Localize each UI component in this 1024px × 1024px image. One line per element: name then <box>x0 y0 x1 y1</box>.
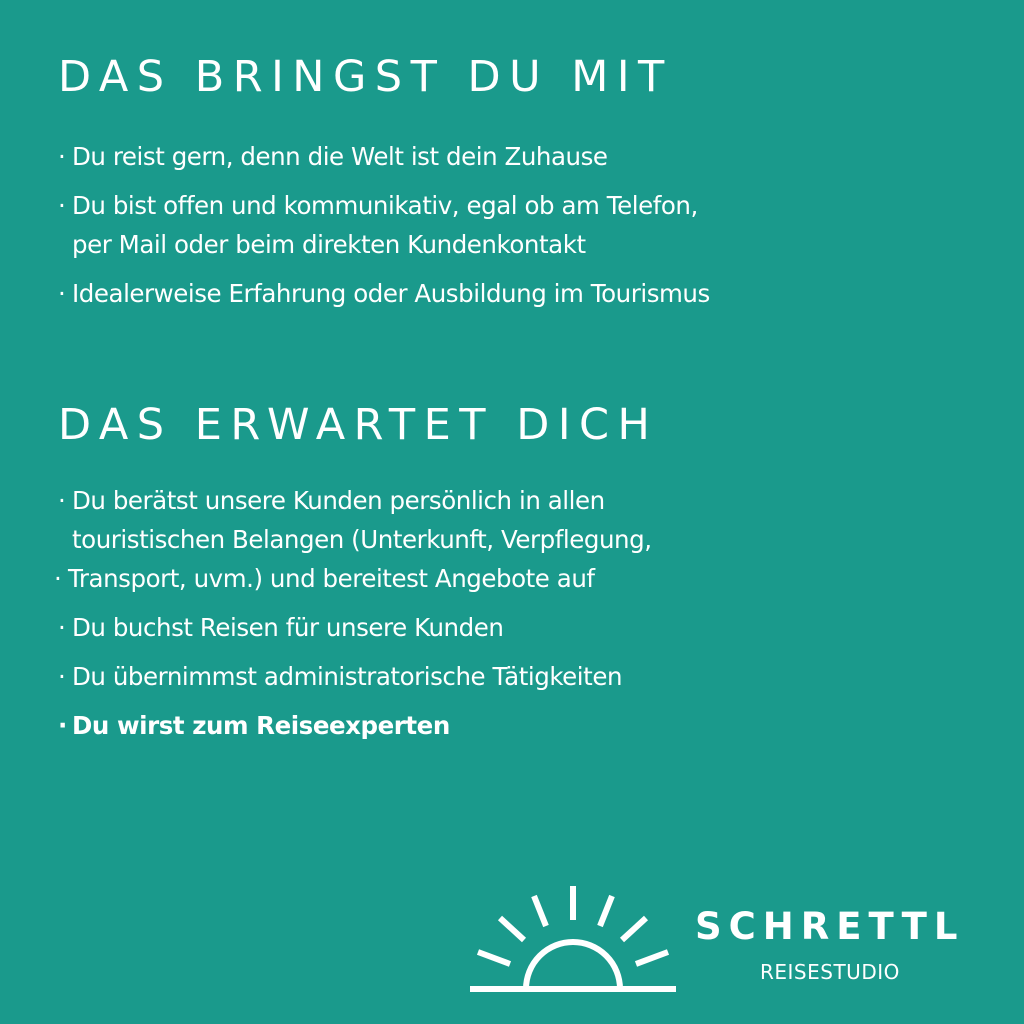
bullet: · <box>58 711 67 740</box>
brand-subtitle: REISESTUDIO <box>760 960 900 984</box>
list-item-text: Idealerweise Erfahrung oder Ausbildung im Tourismus <box>72 279 710 308</box>
bullet: · <box>58 279 66 308</box>
list-item <box>58 274 710 313</box>
list-item <box>54 559 652 598</box>
requirements-list <box>58 137 710 323</box>
list-item-text: Du reist gern, denn die Welt ist dein Zuhause <box>72 142 608 171</box>
list-item <box>58 186 710 264</box>
bullet: · <box>58 662 66 691</box>
list-item <box>58 608 652 647</box>
list-item-text: touristischen Belangen (Unterkunft, Verpflegung, <box>72 525 652 554</box>
sun-icon <box>470 882 680 994</box>
bullet: · <box>58 191 66 220</box>
list-item <box>58 137 710 176</box>
list-item-text: Du berätst unsere Kunden persönlich in allen <box>72 486 605 515</box>
bullet: · <box>54 564 62 593</box>
heading-erwartet-dich: DAS ERWARTET DICH <box>58 400 659 450</box>
list-item-text: Du übernimmst administratorische Tätigkeiten <box>72 662 623 691</box>
list-item-text: Du buchst Reisen für unsere Kunden <box>72 613 504 642</box>
list-item-text: Transport, uvm.) und bereitest Angebote auf <box>68 564 595 593</box>
bullet: · <box>58 613 66 642</box>
heading-bringst-du-mit: DAS BRINGST DU MIT <box>58 52 673 102</box>
bullet: · <box>58 486 66 515</box>
brand-logo <box>470 882 990 994</box>
bullet: · <box>58 142 66 171</box>
list-item-highlight <box>58 706 652 745</box>
list-item-text: Du wirst zum Reiseexperten <box>72 711 450 740</box>
list-item-text: per Mail oder beim direkten Kundenkontakt <box>72 230 586 259</box>
list-item-text: Du bist offen und kommunikativ, egal ob am Telefon, <box>72 191 698 220</box>
brand-name: SCHRETTL <box>695 905 965 948</box>
list-item <box>58 657 652 696</box>
list-item <box>58 481 652 559</box>
benefits-list <box>54 481 652 755</box>
